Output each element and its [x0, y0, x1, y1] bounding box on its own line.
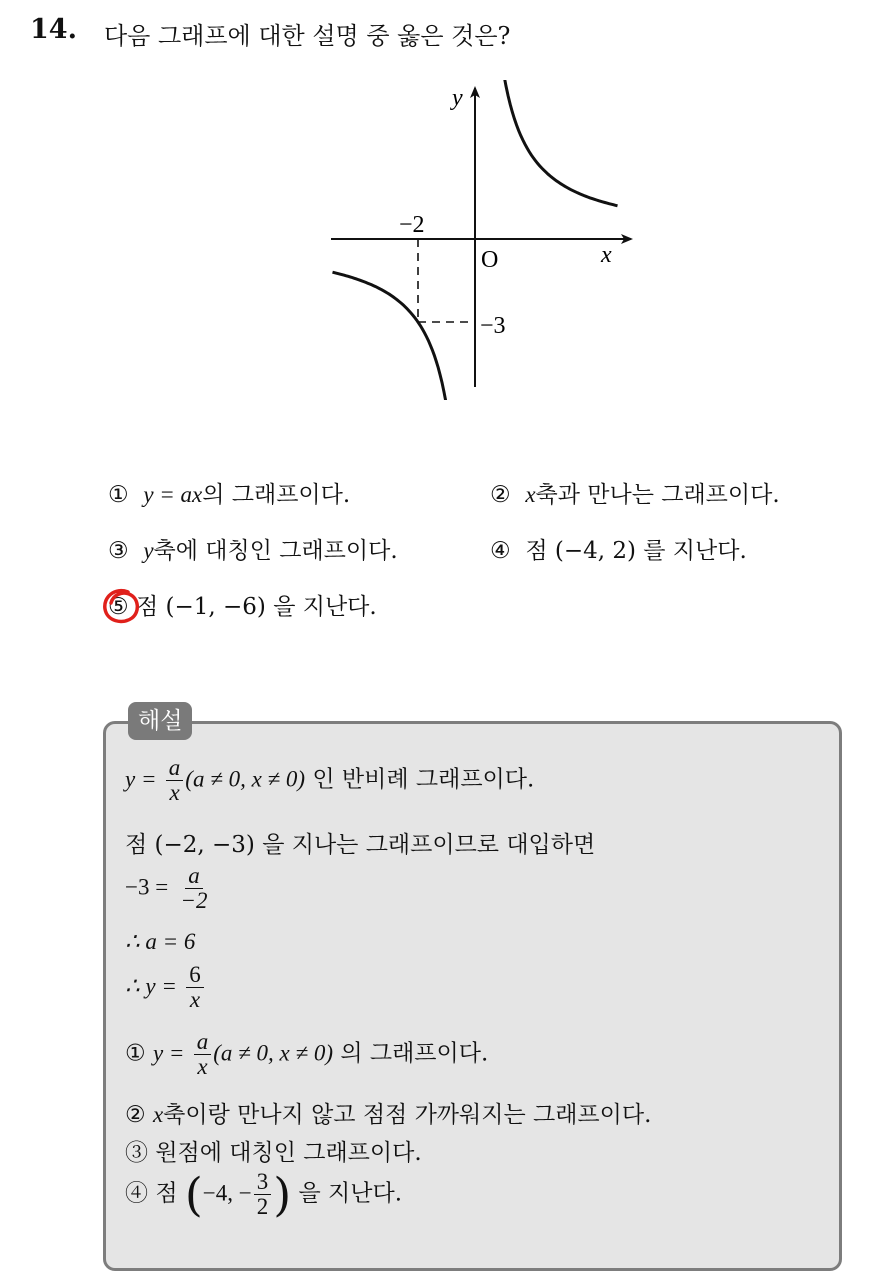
choice-2[interactable] [490, 476, 780, 509]
solution-line-1: y = $\frac{a}{x}$ (a ≠ 0, x ≠ 0) 인 반비례 그래프이다. [125, 755, 535, 806]
x-axis-label: x [601, 242, 612, 268]
choice-mark: ② [490, 482, 511, 508]
choice-mark: ⑤ [108, 594, 129, 620]
choice-text: 축과 만나는 그래프이다. [535, 482, 780, 508]
choice-5[interactable] [108, 588, 377, 621]
solution-line-5: ∴ y = $\frac{6}{x}$ [125, 963, 206, 1012]
origin-label: O [481, 247, 499, 273]
question-text: 다음 그래프에 대한 설명 중 옳은 것은? [104, 22, 511, 50]
choice-1[interactable] [108, 476, 350, 509]
choice-4[interactable] [490, 532, 747, 565]
solution-line-3: −3 = $\frac{a}{-2}$ [125, 864, 213, 913]
choice-mark: ③ [108, 538, 129, 564]
hyperbola-graph [325, 80, 645, 400]
solution-line-8: ③ 원점에 대칭인 그래프이다. [125, 1140, 422, 1166]
red-circle-icon [98, 584, 144, 630]
fraction: $\frac{3}{2}$ [254, 1170, 272, 1219]
choice-math: y = ax [143, 482, 203, 507]
choice-mark: ④ [490, 538, 511, 564]
solution-line-9: ④ 점 (−4, − $\frac{3}{2}$ ) 을 지난다. [125, 1167, 403, 1222]
choice-mark: ① [108, 482, 129, 508]
solution-line-7: ② x축이랑 만나지 않고 점점 가까워지는 그래프이다. [125, 1102, 652, 1128]
choice-text: 축에 대칭인 그래프이다. [153, 538, 398, 564]
curve-quadrant-1 [491, 80, 617, 206]
choice-text: 의 그래프이다. [202, 482, 351, 508]
solution-line-2: 점 (−2, −3) 을 지나는 그래프이므로 대입하면 [125, 832, 596, 858]
choice-math: y [143, 538, 154, 563]
choice-3[interactable] [108, 532, 398, 565]
answer-mark [108, 594, 136, 620]
y-axis-label: y [452, 85, 463, 111]
fraction: $\frac{6}{x}$ [186, 963, 204, 1012]
solution-line-4: ∴ a = 6 [125, 929, 196, 954]
x-tick-label: −2 [399, 212, 425, 238]
y-tick-label: −3 [480, 313, 506, 339]
solution-tag: 해설 [128, 702, 192, 740]
solution-line-6: ① y = $\frac{a}{x}$ (a ≠ 0, x ≠ 0) 의 그래프이다. [125, 1029, 489, 1080]
choice-text: 점 (−1, −6) 을 지난다. [136, 594, 377, 620]
choice-text: 점 (−4, 2) 를 지난다. [525, 538, 747, 564]
fraction: $\frac{a}{x}$ [166, 756, 184, 805]
fraction: $\frac{a}{x}$ [194, 1030, 212, 1079]
curve-quadrant-3 [333, 272, 450, 400]
question-number: 14. [30, 14, 77, 45]
choice-math: x [525, 482, 536, 507]
fraction: $\frac{a}{-2}$ [180, 863, 208, 914]
